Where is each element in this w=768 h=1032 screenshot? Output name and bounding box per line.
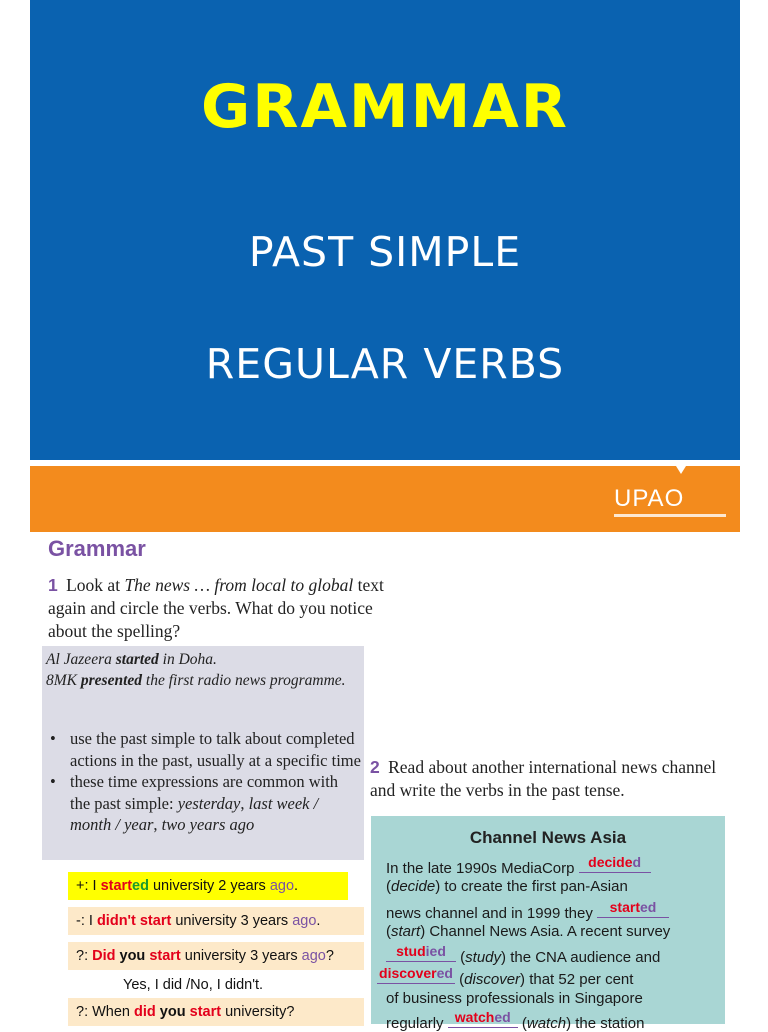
answer	[597, 899, 669, 915]
line-text: ) that 52 per cent	[520, 971, 634, 988]
main-verb: start	[189, 1004, 222, 1020]
line-text: (	[517, 1015, 527, 1032]
base-verb: decide	[391, 878, 436, 895]
sentence-text: university 3 years	[180, 948, 302, 964]
sentence-prefix: -: I	[76, 913, 97, 929]
negative-verb: didn't start	[96, 913, 172, 929]
question-sentence	[68, 942, 364, 970]
rule-item: • use the past simple to talk about completed actions in the past, usually at a specific time	[46, 728, 362, 771]
line-text: In the late 1990s MediaCorp	[386, 860, 575, 877]
verb-ending: ed	[132, 878, 149, 894]
example-verb: presented	[80, 672, 143, 689]
separator: ,	[240, 793, 249, 813]
time-word: ago	[269, 878, 295, 894]
time-expression: yesterday	[177, 793, 241, 813]
rule-item	[46, 771, 362, 836]
time-expression: last week / month / year	[70, 793, 319, 834]
rule-list	[46, 728, 362, 836]
wh-question-sentence	[68, 998, 364, 1026]
line-text: ) the CNA audience and	[501, 949, 661, 966]
line-text: ) the station	[566, 1015, 645, 1032]
answer-ending: d	[632, 854, 642, 870]
main-verb: start	[149, 948, 181, 964]
line-text: (	[386, 923, 391, 940]
auxiliary-verb: did	[134, 1004, 156, 1020]
time-word: ago	[301, 948, 326, 964]
separator: ,	[153, 815, 162, 834]
negative-sentence	[68, 907, 364, 935]
answer-stem: decide	[588, 854, 633, 870]
example-text: the first radio news programme.	[142, 672, 346, 689]
punctuation: .	[294, 878, 299, 894]
text-line	[377, 967, 633, 988]
band-notch	[676, 466, 686, 474]
question-1	[48, 574, 408, 643]
sentence-prefix: ?:	[76, 948, 93, 964]
text-line	[386, 856, 651, 877]
slide-subtitle-2: REGULAR VERBS	[205, 340, 565, 388]
short-answer: Yes, I did /No, I didn't.	[123, 977, 264, 993]
answer-blank[interactable]	[597, 901, 669, 918]
rule-text: these time expressions are common with the past simple:	[70, 772, 339, 813]
grammar-rule-box	[42, 646, 364, 860]
answer-stem: discover	[379, 965, 437, 981]
q1-italic-text: The news … from local to global	[124, 575, 354, 595]
q1-text: Look at	[66, 575, 125, 595]
line-text: ) to create the first pan-Asian	[435, 878, 628, 895]
line-text: news channel and in 1999 they	[386, 905, 593, 922]
text-line	[386, 901, 669, 922]
question-number: 2	[370, 757, 380, 777]
base-verb: watch	[526, 1015, 567, 1032]
slide-subtitle-1: PAST SIMPLE	[248, 228, 522, 276]
line-text: of business professionals in Singapore	[386, 990, 643, 1007]
logo-tagline-bar	[614, 514, 726, 517]
sentence-text: university 2 years	[148, 878, 270, 894]
title-slide	[30, 0, 740, 460]
line-text: (	[455, 971, 465, 988]
example-2	[46, 670, 356, 691]
example-1	[46, 649, 356, 670]
subject: you	[155, 1004, 190, 1020]
answer-ending: ied	[425, 943, 446, 959]
time-expression: two years ago	[161, 815, 255, 834]
line-text: ) Channel News Asia. A recent survey	[420, 923, 671, 940]
answer-ending: ed	[436, 965, 453, 981]
answer-blank[interactable]	[448, 1011, 518, 1028]
affirmative-sentence	[68, 872, 348, 900]
example-text: 8MK	[46, 672, 81, 689]
sentence-prefix: ?: When	[76, 1004, 135, 1020]
example-verb: started	[115, 651, 159, 668]
punctuation: ?	[325, 948, 334, 964]
answer-stem: watch	[454, 1009, 495, 1025]
example-text: Al Jazeera	[46, 651, 116, 668]
sentence-prefix: +: I	[76, 878, 101, 894]
example-sentences	[46, 649, 356, 691]
text-line	[386, 1011, 644, 1032]
answer	[386, 943, 456, 959]
answer-ending: ed	[494, 1009, 511, 1025]
answer-ending: ed	[640, 899, 657, 915]
answer	[579, 854, 651, 870]
question-number: 1	[48, 575, 58, 595]
text-line	[386, 878, 628, 895]
punctuation: .	[316, 913, 321, 929]
q1-text-end: text again and circle the verbs. What do you notice about the spelling?	[48, 575, 384, 641]
q2-text: Read about another international news channel and write the verbs in the past tense.	[370, 757, 717, 800]
question-2	[370, 756, 740, 802]
grammar-heading: Grammar	[48, 536, 146, 561]
box-title: Channel News Asia	[469, 828, 627, 847]
verb-stem: start	[100, 878, 133, 894]
upao-logo: UPAO	[614, 485, 685, 512]
text-line	[386, 945, 660, 966]
text-line	[386, 923, 670, 940]
example-text: in Doha.	[158, 651, 217, 668]
slide-title: GRAMMAR	[201, 72, 569, 142]
line-text: regularly	[386, 1015, 444, 1032]
time-word: ago	[292, 913, 317, 929]
sentence-text: university 3 years	[171, 913, 293, 929]
answer-stem: start	[609, 899, 640, 915]
auxiliary-verb: Did	[92, 948, 116, 964]
sentence-text: university?	[221, 1004, 295, 1020]
base-verb: discover	[464, 971, 521, 988]
answer-blank[interactable]	[579, 856, 651, 873]
answer-blank[interactable]	[377, 967, 455, 984]
text-line	[386, 990, 643, 1007]
answer	[377, 965, 455, 981]
base-verb: start	[391, 923, 421, 940]
answer-blank[interactable]	[386, 945, 456, 962]
channel-news-asia-box	[371, 816, 725, 1032]
line-text: (	[456, 949, 466, 966]
subject: you	[115, 948, 150, 964]
base-verb: study	[465, 949, 502, 966]
answer-stem: stud	[396, 943, 426, 959]
line-text: (	[386, 878, 391, 895]
answer	[448, 1009, 518, 1025]
